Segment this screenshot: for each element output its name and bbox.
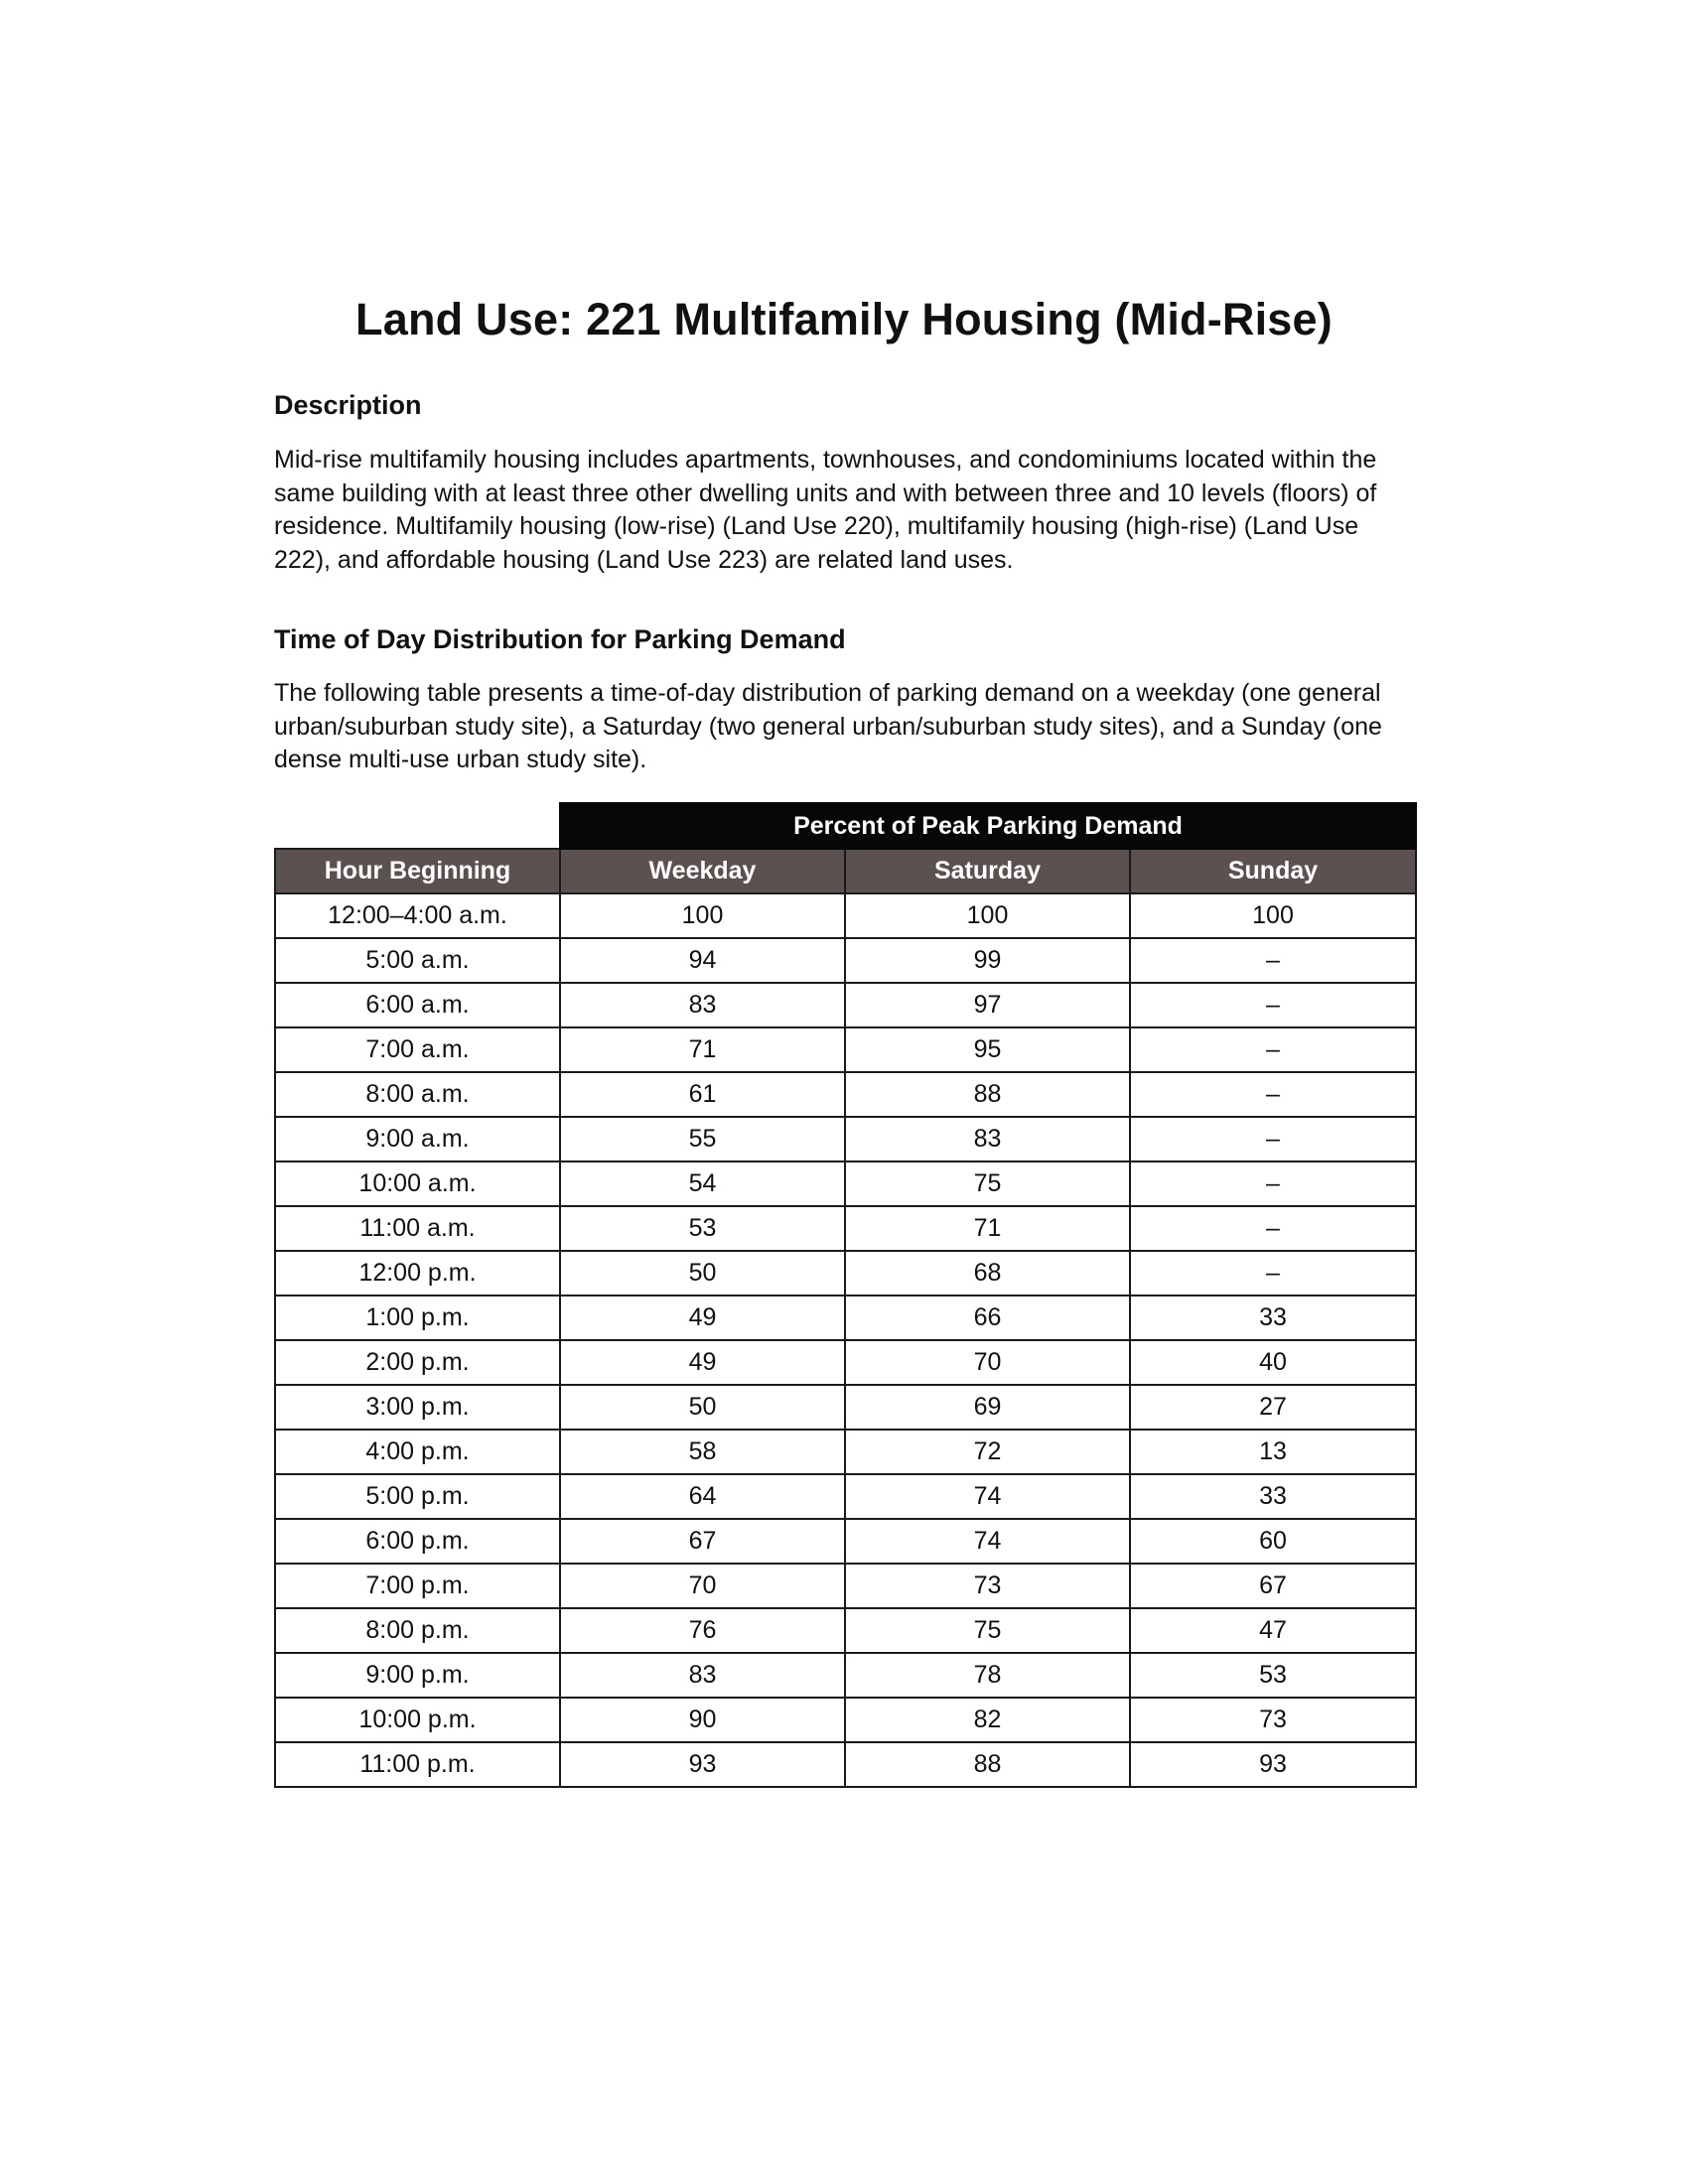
cell-saturday: 69	[845, 1385, 1130, 1430]
table-row	[275, 1653, 1416, 1698]
cell-weekday: 64	[560, 1474, 845, 1519]
cell-sunday: 60	[1130, 1519, 1416, 1564]
cell-hour-beginning: 12:00 p.m.	[275, 1251, 560, 1296]
column-header-hour-beginning: Hour Beginning	[275, 849, 560, 893]
cell-hour-beginning: 7:00 a.m.	[275, 1027, 560, 1072]
table-row	[275, 893, 1416, 938]
cell-saturday: 82	[845, 1698, 1130, 1742]
cell-hour-beginning: 7:00 p.m.	[275, 1564, 560, 1608]
table-row	[275, 1296, 1416, 1340]
cell-saturday: 78	[845, 1653, 1130, 1698]
cell-hour-beginning: 9:00 p.m.	[275, 1653, 560, 1698]
cell-hour-beginning: 1:00 p.m.	[275, 1296, 560, 1340]
description-line: Mid-rise multifamily housing includes apartments, townhouses, and condominiums located within the	[274, 446, 1377, 474]
cell-hour-beginning: 3:00 p.m.	[275, 1385, 560, 1430]
cell-hour-beginning: 5:00 a.m.	[275, 938, 560, 983]
time-of-day-paragraph	[274, 677, 1426, 777]
page-title: Land Use: 221 Multifamily Housing (Mid-Rise)	[355, 294, 1333, 344]
table-row	[275, 1072, 1416, 1117]
cell-hour-beginning: 10:00 a.m.	[275, 1161, 560, 1206]
table-row	[275, 1430, 1416, 1474]
cell-sunday: 67	[1130, 1564, 1416, 1608]
cell-saturday: 72	[845, 1430, 1130, 1474]
table-row	[275, 1519, 1416, 1564]
column-header-sunday: Sunday	[1130, 849, 1416, 893]
description-line: residence. Multifamily housing (low-rise) (Land Use 220), multifamily housing (high-rise) (Land Use	[274, 512, 1359, 540]
cell-saturday: 88	[845, 1072, 1130, 1117]
table-corner-blank	[275, 803, 560, 849]
table-row	[275, 1251, 1416, 1296]
cell-hour-beginning: 2:00 p.m.	[275, 1340, 560, 1385]
parking-demand-table	[274, 802, 1417, 1788]
cell-hour-beginning: 12:00–4:00 a.m.	[275, 893, 560, 938]
cell-saturday: 70	[845, 1340, 1130, 1385]
table-row	[275, 1742, 1416, 1787]
cell-weekday: 70	[560, 1564, 845, 1608]
cell-weekday: 53	[560, 1206, 845, 1251]
description-line: 222), and affordable housing (Land Use 223) are related land uses.	[274, 545, 1014, 574]
cell-sunday: 13	[1130, 1430, 1416, 1474]
cell-saturday: 88	[845, 1742, 1130, 1787]
cell-weekday: 76	[560, 1608, 845, 1653]
cell-sunday: 53	[1130, 1653, 1416, 1698]
table-row	[275, 1608, 1416, 1653]
time-of-day-heading: Time of Day Distribution for Parking Demand	[274, 624, 846, 654]
cell-sunday: –	[1130, 1206, 1416, 1251]
cell-saturday: 75	[845, 1161, 1130, 1206]
cell-hour-beginning: 8:00 p.m.	[275, 1608, 560, 1653]
cell-hour-beginning: 10:00 p.m.	[275, 1698, 560, 1742]
cell-saturday: 100	[845, 893, 1130, 938]
cell-saturday: 74	[845, 1474, 1130, 1519]
cell-weekday: 58	[560, 1430, 845, 1474]
time-of-day-line: The following table presents a time-of-day distribution of parking demand on a weekday (one general	[274, 679, 1381, 707]
cell-weekday: 83	[560, 983, 845, 1027]
cell-weekday: 49	[560, 1296, 845, 1340]
cell-hour-beginning: 6:00 a.m.	[275, 983, 560, 1027]
cell-sunday: 33	[1130, 1474, 1416, 1519]
cell-saturday: 68	[845, 1251, 1130, 1296]
cell-weekday: 50	[560, 1385, 845, 1430]
cell-weekday: 83	[560, 1653, 845, 1698]
column-header-weekday: Weekday	[560, 849, 845, 893]
table-row	[275, 938, 1416, 983]
table-body	[275, 893, 1416, 1787]
description-paragraph	[274, 444, 1426, 577]
table-row	[275, 1027, 1416, 1072]
cell-weekday: 55	[560, 1117, 845, 1161]
cell-sunday: 33	[1130, 1296, 1416, 1340]
cell-weekday: 90	[560, 1698, 845, 1742]
table-row	[275, 983, 1416, 1027]
cell-weekday: 49	[560, 1340, 845, 1385]
cell-sunday: 40	[1130, 1340, 1416, 1385]
table-row	[275, 1385, 1416, 1430]
column-header-saturday: Saturday	[845, 849, 1130, 893]
cell-sunday: –	[1130, 938, 1416, 983]
cell-sunday: 100	[1130, 893, 1416, 938]
cell-sunday: 27	[1130, 1385, 1416, 1430]
table-row	[275, 1161, 1416, 1206]
cell-hour-beginning: 11:00 p.m.	[275, 1742, 560, 1787]
cell-hour-beginning: 9:00 a.m.	[275, 1117, 560, 1161]
cell-weekday: 100	[560, 893, 845, 938]
cell-sunday: 93	[1130, 1742, 1416, 1787]
cell-weekday: 94	[560, 938, 845, 983]
cell-saturday: 66	[845, 1296, 1130, 1340]
cell-sunday: –	[1130, 1161, 1416, 1206]
cell-hour-beginning: 11:00 a.m.	[275, 1206, 560, 1251]
table-row	[275, 1474, 1416, 1519]
cell-hour-beginning: 4:00 p.m.	[275, 1430, 560, 1474]
cell-hour-beginning: 6:00 p.m.	[275, 1519, 560, 1564]
cell-weekday: 61	[560, 1072, 845, 1117]
cell-hour-beginning: 8:00 a.m.	[275, 1072, 560, 1117]
table-group-header: Percent of Peak Parking Demand	[560, 803, 1416, 849]
table-group-header-row	[275, 803, 1416, 849]
cell-weekday: 67	[560, 1519, 845, 1564]
cell-saturday: 97	[845, 983, 1130, 1027]
cell-sunday: –	[1130, 1251, 1416, 1296]
description-line: same building with at least three other dwelling units and with between three and 10 levels (floors) of	[274, 478, 1377, 507]
cell-sunday: 73	[1130, 1698, 1416, 1742]
table-column-header-row	[275, 849, 1416, 893]
cell-saturday: 83	[845, 1117, 1130, 1161]
cell-saturday: 99	[845, 938, 1130, 983]
cell-saturday: 73	[845, 1564, 1130, 1608]
table-row	[275, 1564, 1416, 1608]
table-row	[275, 1340, 1416, 1385]
cell-sunday: –	[1130, 983, 1416, 1027]
cell-weekday: 71	[560, 1027, 845, 1072]
cell-sunday: –	[1130, 1027, 1416, 1072]
time-of-day-line: dense multi-use urban study site).	[274, 746, 647, 773]
table-row	[275, 1117, 1416, 1161]
cell-sunday: 47	[1130, 1608, 1416, 1653]
cell-sunday: –	[1130, 1117, 1416, 1161]
cell-weekday: 93	[560, 1742, 845, 1787]
cell-saturday: 71	[845, 1206, 1130, 1251]
cell-weekday: 54	[560, 1161, 845, 1206]
cell-weekday: 50	[560, 1251, 845, 1296]
cell-hour-beginning: 5:00 p.m.	[275, 1474, 560, 1519]
cell-saturday: 75	[845, 1608, 1130, 1653]
time-of-day-line: urban/suburban study site), a Saturday (two general urban/suburban study sites), and a Sunday (one	[274, 712, 1382, 741]
table-row	[275, 1698, 1416, 1742]
cell-saturday: 74	[845, 1519, 1130, 1564]
description-heading: Description	[274, 390, 422, 420]
cell-saturday: 95	[845, 1027, 1130, 1072]
table-row	[275, 1206, 1416, 1251]
cell-sunday: –	[1130, 1072, 1416, 1117]
